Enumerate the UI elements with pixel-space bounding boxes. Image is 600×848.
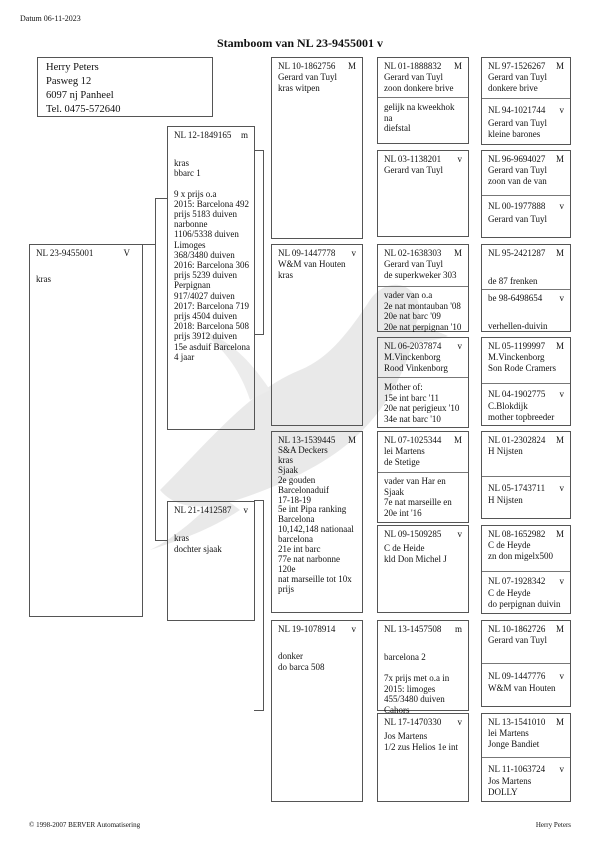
connector [155,198,167,199]
gen4-info: W&M van Houten [488,683,556,693]
gen3-box-4 [377,337,469,428]
gen4-pair-box-4 [481,337,571,426]
gen2-box-3 [271,431,363,613]
connector [263,150,264,334]
gen4-reg: NL 09-1447776 [488,671,546,681]
gen4-sex: M [555,61,564,71]
divider [378,286,468,287]
gen4-reg: NL 97-1526267 [488,61,546,71]
gen3-extra: vader van Har en Sjaak 7e nat marseille en 20e int '16 [384,476,452,518]
gen3-box-6 [377,525,469,613]
gen4-reg: NL 08-1652982 [488,529,546,539]
gen4-sex: M [555,248,564,258]
gen3-box-1 [377,57,469,144]
gen4-pair-box-5 [481,431,571,519]
gen2-sex: v [351,624,356,634]
subject-reg: NL 23-9455001 [36,248,94,258]
gen2-reg: NL 10-1862756 [278,61,336,71]
divider [482,757,570,758]
gen2-sex: v [351,248,356,258]
gen2-sex: M [347,435,356,445]
page-title: Stamboom van NL 23-9455001 v [216,36,383,50]
gen3-extra: Mother of: 15e int barc '11 20e nat perigieux '10 34e nat barc '10 [384,382,460,424]
gen4-sex: M [555,717,564,727]
gen3-box-2 [377,150,469,237]
gen4-info: Gerard van Tuyl donkere brive [488,72,547,93]
gen4-info: C de Heyde zn don migelx500 [488,540,553,561]
gen4-reg: be 98-6498654 [488,293,543,303]
gen4-sex: M [555,341,564,351]
gen4-info: H Nijsten [488,495,523,505]
gen3-box-7 [377,620,469,715]
divider [482,571,570,572]
gen1-dam-sex: v [243,505,248,515]
gen4-pair-box-3 [481,244,571,332]
gen1-dam-info: kras dochter sjaak [174,533,222,554]
gen4-sex: v [559,671,564,681]
gen3-reg: NL 06-2037874 [384,341,442,351]
gen1-sire-sex: m [240,130,248,140]
gen4-reg: NL 05-1743711 [488,483,546,493]
gen3-info: M.Vinckenborg Rood Vinkenborg [384,352,448,373]
gen2-info: Gerard van Tuyl kras witpen [278,72,337,93]
gen4-sex: v [559,105,564,115]
gen4-pair-box-2 [481,150,571,238]
gen3-box-8 [377,713,469,802]
divider [378,97,468,98]
gen4-info: lei Martens Jonge Bandiet [488,728,540,749]
divider [482,476,570,477]
gen4-pair-box-1 [481,57,571,145]
gen2-reg: NL 13-1539445 [278,435,336,445]
gen3-extra: gelijk na kweekhok na diefstal [384,102,455,133]
gen4-reg: NL 01-2302824 [488,435,546,445]
gen4-reg: NL 00-1977888 [488,201,546,211]
gen4-sex: v [559,201,564,211]
gen4-reg: NL 04-1902775 [488,389,546,399]
gen4-sex: M [555,154,564,164]
gen3-reg: NL 07-1025344 [384,435,442,445]
gen4-sex: v [559,764,564,774]
gen4-reg: NL 96-9694027 [488,154,546,164]
gen4-sex: M [555,435,564,445]
connector [155,540,167,541]
gen4-info: de 87 frenken [488,275,538,286]
gen4-pair-box-8 [481,713,571,802]
gen4-sex: v [559,576,564,586]
gen3-sex: M [453,61,462,71]
owner-street: Pasweg 12 [46,76,92,87]
connector [254,710,264,711]
gen3-box-5 [377,431,469,523]
gen3-sex: M [453,248,462,258]
gen4-pair-box-6 [481,525,571,614]
divider [482,98,570,99]
owner-city: 6097 nj Panheel [46,90,114,101]
gen4-reg: NL 11-1063724 [488,764,546,774]
divider [482,195,570,196]
gen2-box-1 [271,57,363,239]
gen4-info: Gerard van Tuyl [488,635,547,645]
print-date: Datum 06-11-2023 [20,14,81,23]
gen4-info: verhellen-duivin [488,320,548,331]
gen4-reg: NL 94-1021744 [488,105,546,115]
gen3-sex: m [454,624,462,634]
gen4-info: M.Vinckenborg Son Rode Cramers [488,352,556,373]
gen4-info: Gerard van Tuyl kleine barones [488,118,547,139]
connector [254,334,264,335]
owner-box [37,57,213,117]
gen3-sex: M [453,435,462,445]
gen3-reg: NL 01-1888832 [384,61,442,71]
subject-color: kras [36,274,51,284]
subject-sex: V [123,248,130,258]
gen3-reg: NL 17-1470330 [384,717,442,727]
gen4-sex: M [555,529,564,539]
divider [482,289,570,290]
gen3-reg: NL 03-1138201 [384,154,442,164]
footer-copyright: © 1998-2007 BERVER Automatisering [29,821,141,829]
divider [482,383,570,384]
gen2-reg: NL 09-1447778 [278,248,336,258]
gen4-info: Gerard van Tuyl zoon van de van [488,165,547,186]
divider [378,472,468,473]
gen3-sex: v [457,529,462,539]
gen4-pair-box-7 [481,620,571,707]
gen3-extra: vader van o.a 2e nat montauban '08 20e nat barc '09 20e nat perpignan '10 [384,290,462,332]
gen1-sire-info: kras bbarc 1 9 x prijs o.a 2015: Barcelona 492 prijs 5183 duiven narbonne 1106/5338 duiven Limoges 368/3480 duiven 2016: Barcelona 306 prijs 5239 duiven Perpignan 917/4027 duiven 2017: Barcelona 719 prijs 4504 duiven 2018: Barcelona 508 prijs 3912 duiven 15e asduif Barcelona 4 jaar [174,158,250,362]
gen1-dam-box [167,501,255,621]
gen3-info: lei Martens de Stetige [384,446,425,467]
gen4-sex: v [559,389,564,399]
gen3-info: Gerard van Tuyl zoon donkere brive [384,72,454,93]
connector [143,244,155,245]
gen4-info: Jos Martens DOLLY [488,776,532,797]
subject-box [29,244,143,617]
gen3-info: Jos Martens 1/2 zus Helios 1e int [384,731,458,752]
gen4-reg: NL 05-1199997 [488,341,546,351]
gen4-reg: NL 95-2421287 [488,248,546,258]
gen4-sex: v [559,483,564,493]
gen4-info: C de Heyde do perpignan duivin [488,588,561,609]
divider [482,663,570,664]
gen1-sire-box [167,126,255,430]
gen4-sex: v [559,293,564,303]
gen4-info: C.Blokdijk mother topbreeder [488,401,555,422]
gen3-sex: v [457,341,462,351]
footer-owner: Herry Peters [535,821,571,829]
connector [155,198,156,540]
gen4-reg: NL 07-1928342 [488,576,546,586]
gen3-info: C de Heide kld Don Michel J [384,543,447,564]
owner-phone: Tel. 0475-572640 [46,104,121,115]
gen2-info: W&M van Houten kras [278,259,346,280]
owner-name: Herry Peters [46,62,99,73]
gen4-info: H Nijsten [488,446,523,456]
gen2-info: S&A Deckers kras Sjaak 2e gouden Barcelonaduif 17-18-19 5e int Pipa ranking Barcelona 10,142,148 nationaal barcelona 21e int barc 77e nat narbonne 120e nat marseille tot 10x prijs [278,445,354,594]
gen2-box-4 [271,620,363,802]
gen3-info: Gerard van Tuyl de superkweker 303 [384,259,457,280]
gen4-reg: NL 10-1862726 [488,624,546,634]
gen3-sex: v [457,154,462,164]
gen1-sire-reg: NL 12-1849165 [174,130,232,140]
gen4-reg: NL 13-1541010 [488,717,546,727]
gen2-reg: NL 19-1078914 [278,624,336,634]
gen2-box-2 [271,244,363,426]
gen2-sex: M [347,61,356,71]
connector [263,500,264,710]
gen3-extra: barcelona 2 7x prijs met o.a in 2015: limoges 455/3480 duiven Cahors [384,652,450,715]
gen3-reg: NL 09-1509285 [384,529,442,539]
gen3-info: Gerard van Tuyl [384,165,443,175]
gen1-dam-reg: NL 21-1412587 [174,505,232,515]
divider [378,377,468,378]
gen3-reg: NL 02-1638303 [384,248,442,258]
gen3-box-3 [377,244,469,332]
gen3-reg: NL 13-1457508 [384,624,442,634]
gen4-sex: M [555,624,564,634]
gen2-info: donker do barca 508 [278,651,325,672]
gen4-info: Gerard van Tuyl [488,214,547,224]
gen3-sex: v [457,717,462,727]
